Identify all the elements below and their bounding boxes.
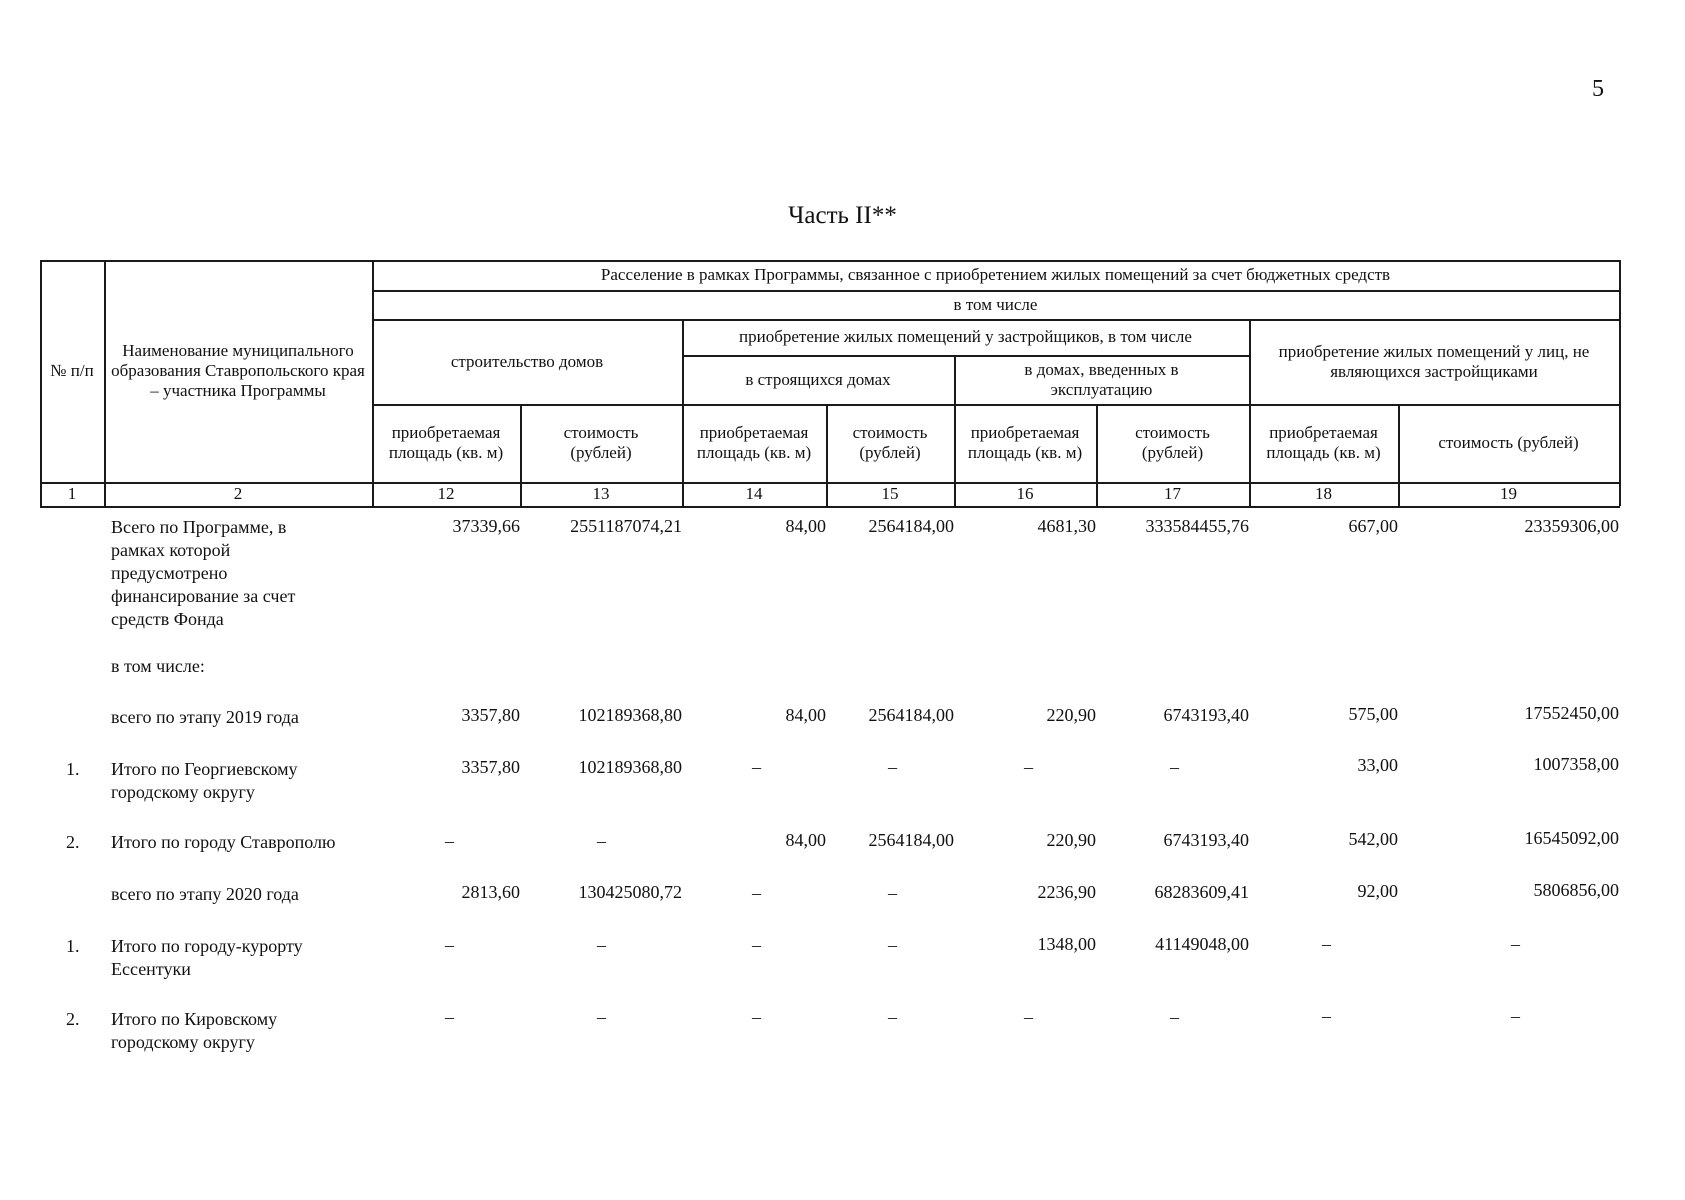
value-cost-17: 41149048,00	[1155, 934, 1249, 954]
value-area-12: 3357,80	[461, 757, 520, 777]
header-area-18: приобретаемая площадь (кв. м)	[1266, 423, 1381, 462]
column-number: 19	[1500, 484, 1517, 503]
row-name: Итого по городу Ставрополю	[111, 832, 336, 852]
value-cost-19: 1007358,00	[1533, 754, 1619, 774]
value-cost-19: –	[1511, 1006, 1520, 1026]
header-acquisition-others: приобретение жилых помещений у лиц, не являющихся застройщиками	[1278, 341, 1590, 381]
value-cost-13: 2551187074,21	[570, 516, 682, 536]
value-cost-19: 23359306,00	[1524, 516, 1619, 536]
header-acquisition-builders: приобретение жилых помещений у застройщиков, в том числе	[739, 327, 1192, 346]
header-under-construction: в строящихся домах	[745, 369, 891, 389]
value-area-18: 92,00	[1357, 881, 1398, 901]
value-cost-13: 130425080,72	[578, 882, 682, 902]
value-area-18: 33,00	[1357, 755, 1398, 775]
value-area-16: 4681,30	[1037, 516, 1096, 536]
row-index: 1.	[66, 936, 80, 956]
value-cost-17: –	[1170, 757, 1179, 777]
value-cost-15: –	[888, 757, 897, 777]
value-cost-17: 333584455,76	[1145, 516, 1249, 536]
value-cost-19: 16545092,00	[1524, 828, 1619, 848]
header-cost-19: стоимость (рублей)	[1438, 433, 1579, 452]
row-name: Итого по Георгиевскому городскому округу	[111, 759, 298, 802]
row-name: в том числе:	[111, 656, 205, 676]
header-cost-15: стоимость (рублей)	[852, 423, 928, 462]
value-cost-17: 6743193,40	[1163, 705, 1249, 725]
column-number: 12	[437, 484, 455, 503]
column-number: 2	[233, 484, 243, 503]
column-number: 14	[745, 484, 763, 503]
header-area-14: приобретаемая площадь (кв. м)	[696, 423, 812, 462]
value-area-18: 575,00	[1348, 704, 1398, 724]
header-cost-13: стоимость (рублей)	[563, 423, 639, 462]
column-number: 1	[67, 484, 77, 503]
part-title: Часть II**	[788, 202, 897, 229]
header-main-group: Расселение в рамках Программы, связанное с приобретением жилых помещений за счет бюджетных средств	[600, 265, 1391, 284]
value-cost-15: –	[888, 883, 897, 903]
column-number: 16	[1016, 484, 1034, 503]
header-col-number: № п/п	[50, 361, 94, 380]
value-area-12: –	[445, 831, 454, 851]
value-cost-19: 17552450,00	[1524, 703, 1619, 723]
value-cost-15: –	[888, 935, 897, 955]
value-area-12: 37339,66	[452, 516, 520, 536]
header-in-operation: в домах, введенных в эксплуатацию	[1024, 359, 1179, 399]
header-col-name: Наименование муниципального образования Ставропольского края – участника Программы	[111, 341, 365, 400]
value-area-14: –	[752, 883, 761, 903]
value-cost-19: –	[1511, 934, 1520, 954]
value-area-16: 220,90	[1046, 705, 1096, 725]
header-area-16: приобретаемая площадь (кв. м)	[967, 423, 1083, 462]
header-area-12: приобретаемая площадь (кв. м)	[388, 423, 504, 462]
value-area-14: –	[752, 757, 761, 777]
row-index: 2.	[66, 1009, 80, 1029]
row-name: всего по этапу 2019 года	[111, 707, 299, 727]
value-area-14: 84,00	[785, 516, 826, 536]
value-area-14: 84,00	[785, 705, 826, 725]
value-area-14: –	[752, 935, 761, 955]
row-name: Итого по городу-курорту Ессентуки	[111, 936, 303, 979]
value-cost-15: 2564184,00	[868, 705, 954, 725]
value-area-12: 2813,60	[461, 882, 520, 902]
page-number: 5	[1592, 76, 1604, 102]
value-cost-17: –	[1170, 1007, 1179, 1027]
value-area-16: 2236,90	[1037, 882, 1096, 902]
value-area-16: –	[1024, 1007, 1033, 1027]
value-area-18: 542,00	[1348, 829, 1398, 849]
row-index: 1.	[66, 759, 80, 779]
value-area-18: 667,00	[1348, 516, 1398, 536]
column-number: 13	[592, 484, 610, 503]
value-cost-13: 102189368,80	[578, 757, 682, 777]
value-area-12: –	[445, 1007, 454, 1027]
row-index: 2.	[66, 832, 80, 852]
header-construction: строительство домов	[450, 351, 604, 371]
value-cost-15: –	[888, 1007, 897, 1027]
value-area-14: 84,00	[785, 830, 826, 850]
value-cost-17: 6743193,40	[1163, 830, 1249, 850]
value-cost-17: 68283609,41	[1154, 882, 1249, 902]
value-cost-13: –	[597, 935, 606, 955]
header-cost-17: стоимость (рублей)	[1135, 423, 1210, 462]
value-area-18: –	[1322, 1006, 1331, 1026]
row-name: всего по этапу 2020 года	[111, 884, 299, 904]
value-area-16: 220,90	[1046, 830, 1096, 850]
value-cost-15: 2564184,00	[868, 830, 954, 850]
column-number: 18	[1315, 484, 1332, 503]
value-cost-13: –	[597, 1007, 606, 1027]
value-cost-13: 102189368,80	[578, 705, 682, 725]
column-number: 15	[881, 484, 899, 503]
value-cost-13: –	[597, 831, 606, 851]
value-area-16: –	[1024, 757, 1033, 777]
row-name: Итого по Кировскому городскому округу	[111, 1009, 278, 1052]
value-cost-15: 2564184,00	[868, 516, 954, 536]
value-area-12: 3357,80	[461, 705, 520, 725]
value-area-18: –	[1322, 934, 1331, 954]
value-area-16: 1348,00	[1037, 934, 1096, 954]
header-sub-group: в том числе	[953, 294, 1038, 314]
value-cost-19: 5806856,00	[1533, 880, 1619, 900]
column-number: 17	[1164, 484, 1181, 503]
row-name: Всего по Программе, в рамках которой предусмотрено финансирование за счет средств Фонда	[111, 517, 296, 629]
value-area-14: –	[752, 1007, 761, 1027]
value-area-12: –	[445, 935, 454, 955]
